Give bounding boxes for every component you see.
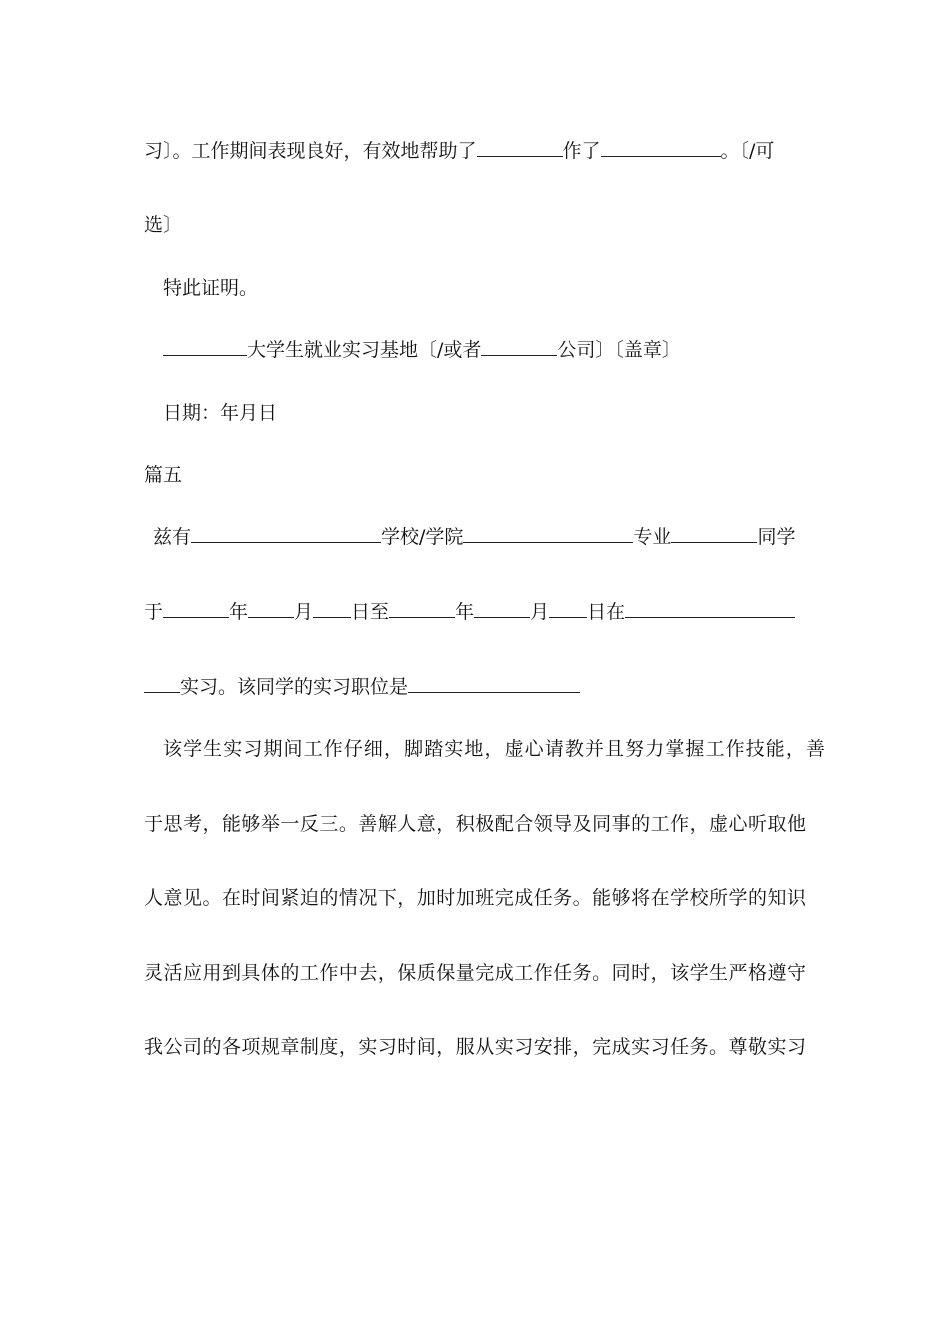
text-fragment: 同学 xyxy=(757,526,796,548)
paragraph-line-2: 于思考，能够举一反三。善解人意，积极配合领导及同事的工作，虚心听取他 xyxy=(144,813,806,835)
date-line xyxy=(144,398,825,428)
fill-blank xyxy=(477,136,563,157)
paragraph-line-4: 灵活应用到具体的工作中去，保质保量完成工作任务。同时，该学生严格遵守 xyxy=(144,962,806,984)
text-fragment: 实习。该同学的实习职位是 xyxy=(180,676,409,698)
fill-blank xyxy=(463,522,633,543)
certify-line xyxy=(144,273,825,303)
text-fragment: 月 xyxy=(294,601,314,623)
seal-line xyxy=(144,335,825,365)
fill-blank xyxy=(481,335,557,356)
fill-blank xyxy=(248,597,294,618)
text-line-2 xyxy=(144,210,806,240)
fill-blank xyxy=(191,522,381,543)
fill-blank xyxy=(549,597,587,618)
text-fragment: 学校/学院 xyxy=(381,526,464,548)
fill-blank xyxy=(163,597,229,618)
fill-blank xyxy=(144,672,180,693)
text-fragment: 年 xyxy=(229,601,249,623)
text-fragment: 大学生就业实习基地〔/或者 xyxy=(247,339,482,361)
fill-blank xyxy=(313,597,351,618)
fill-blank xyxy=(671,522,757,543)
text-fragment: 作了 xyxy=(562,140,601,162)
paragraph-line-3: 人意见。在时间紧迫的情况下，加时加班完成任务。能够将在学校所学的知识 xyxy=(144,887,806,909)
position-line xyxy=(144,672,806,702)
text-fragment: 。〔/可 xyxy=(720,140,775,162)
text-line-1 xyxy=(144,136,806,166)
text-fragment: 月 xyxy=(530,601,550,623)
text-fragment: 特此证明。 xyxy=(163,277,259,299)
student-line xyxy=(153,522,806,552)
text-fragment: 习〕。工作期间表现良好，有效地帮助了 xyxy=(144,140,477,162)
text-fragment: 兹有 xyxy=(153,526,192,548)
paragraph-line-5: 我公司的各项规章制度，实习时间，服从实习安排，完成实习任务。尊敬实习 xyxy=(144,1036,806,1058)
text-fragment: 专业 xyxy=(633,526,672,548)
section-heading xyxy=(144,460,806,490)
text-fragment: 日在 xyxy=(587,601,626,623)
text-fragment: 选〕 xyxy=(144,214,183,236)
fill-blank xyxy=(163,335,247,356)
fill-blank xyxy=(625,597,795,618)
text-fragment: 年 xyxy=(455,601,475,623)
fill-blank xyxy=(474,597,530,618)
text-fragment: 于 xyxy=(144,601,164,623)
text-fragment: 日期：年月日 xyxy=(163,402,278,424)
fill-blank xyxy=(601,136,721,157)
period-line xyxy=(144,597,806,627)
fill-blank xyxy=(389,597,455,618)
fill-blank xyxy=(408,672,580,693)
text-fragment: 公司〕〔盖章〕 xyxy=(557,339,681,361)
text-fragment: 篇五 xyxy=(144,464,183,486)
text-fragment: 日至 xyxy=(351,601,390,623)
paragraph-line-1: 该学生实习期间工作仔细，脚踏实地，虚心请教并且努力掌握工作技能，善 xyxy=(163,738,825,760)
